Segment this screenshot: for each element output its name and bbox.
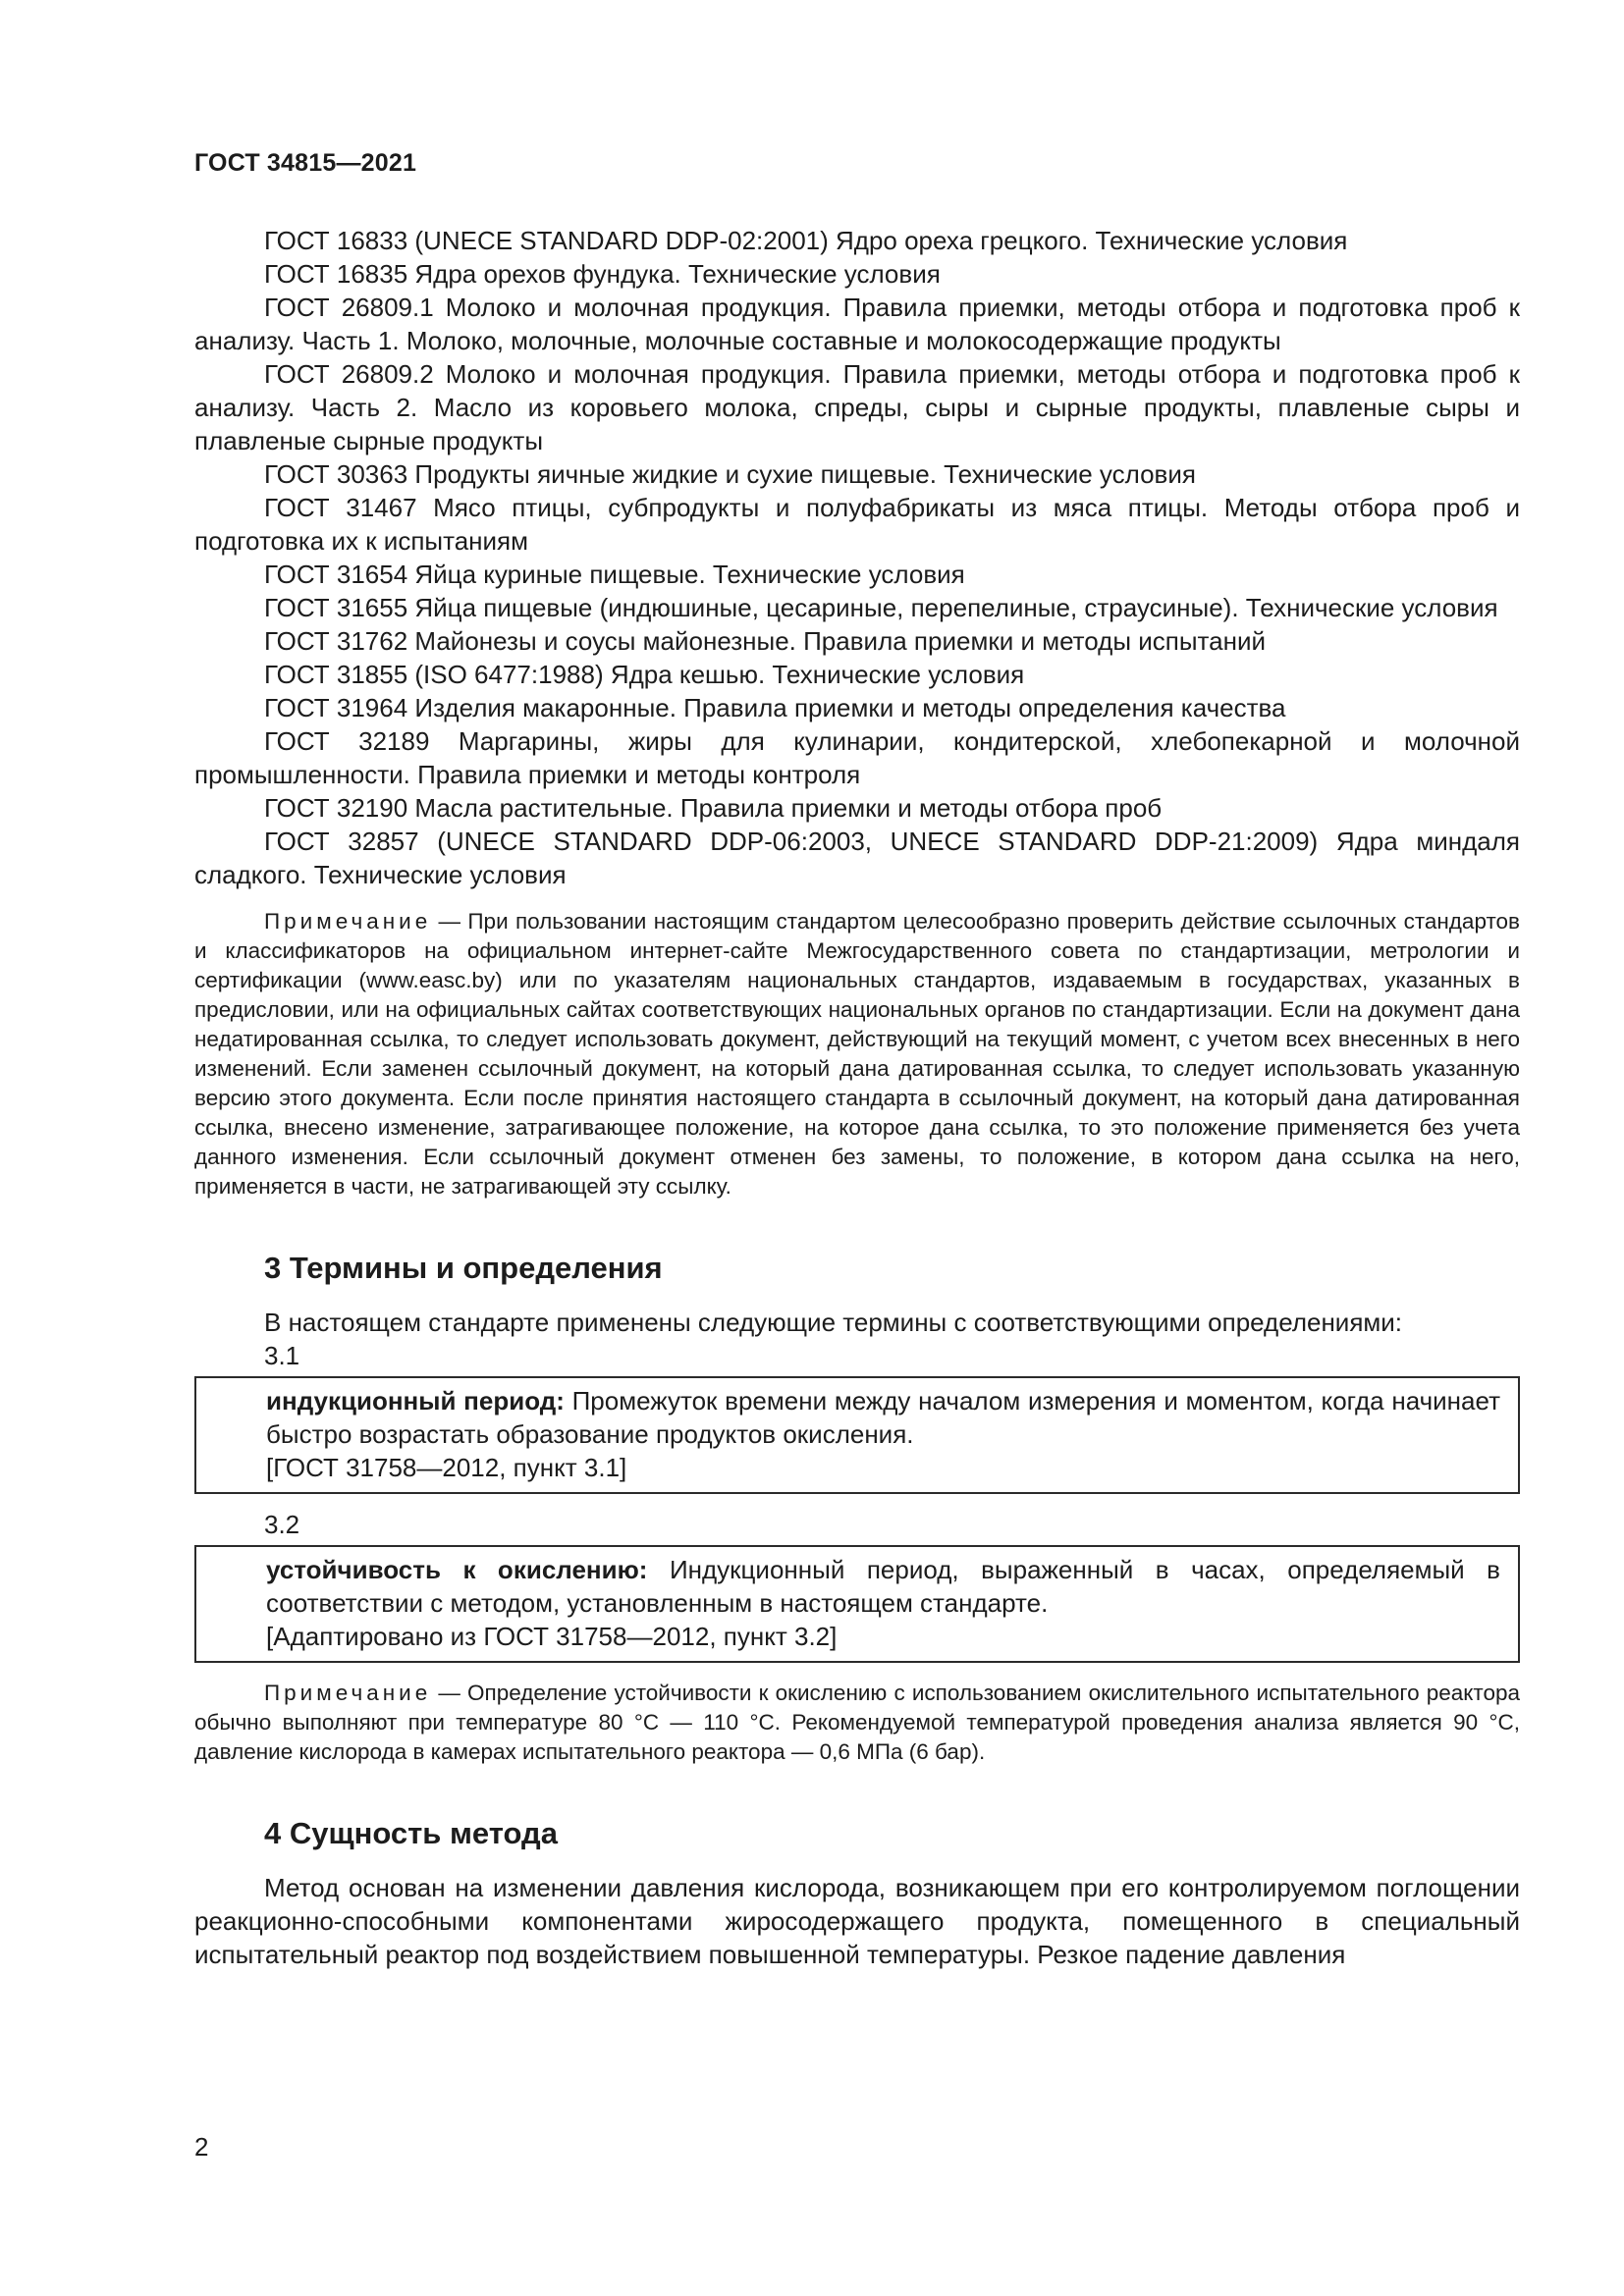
section-3-note <box>194 1679 1520 1767</box>
term-text: Индукционный период, выраженный в часах, определяемый в соответствии с методом, установленным в настоящем стандарте. <box>266 1555 1500 1618</box>
reference-item: ГОСТ 31467 Мясо птицы, субпродукты и полуфабрикаты из мяса птицы. Методы отбора проб и подготовка их к испытаниям <box>194 493 1520 556</box>
page-number: 2 <box>194 2132 209 2162</box>
term-number: 3.1 <box>264 1341 300 1370</box>
reference-item: ГОСТ 31964 Изделия макаронные. Правила приемки и методы определения качества <box>264 693 1286 722</box>
note-label: Примечание <box>264 1681 432 1705</box>
reference-item: ГОСТ 26809.2 Молоко и молочная продукция. Правила приемки, методы отбора и подготовка проб к анализу. Часть 2. Масло из коровьего молока, спреды, сыры и сырные продукты, плавленые сыры и плавленые сырные продукты <box>194 359 1520 455</box>
term-source: [Адаптировано из ГОСТ 31758—2012, пункт 3.2] <box>266 1622 838 1651</box>
reference-item: ГОСТ 31855 (ISO 6477:1988) Ядра кешью. Технические условия <box>264 660 1025 689</box>
reference-item: ГОСТ 30363 Продукты яичные жидкие и сухие пищевые. Технические условия <box>264 459 1196 489</box>
term-box <box>194 1376 1520 1494</box>
reference-item: ГОСТ 32189 Маргарины, жиры для кулинарии, кондитерской, хлебопекарной и молочной промышленности. Правила приемки и методы контроля <box>194 726 1520 789</box>
term-number: 3.2 <box>264 1510 300 1539</box>
term-text: Промежуток времени между началом измерения и моментом, когда начинает быстро возрастать образование продуктов окисления. <box>266 1386 1500 1449</box>
term-name: устойчивость к окислению: <box>266 1555 648 1584</box>
references-note <box>194 907 1520 1201</box>
section-3-heading: 3 Термины и определения <box>264 1251 663 1285</box>
reference-item: ГОСТ 31654 Яйца куриные пищевые. Технические условия <box>264 560 965 589</box>
reference-list <box>194 224 1520 891</box>
reference-item: ГОСТ 16833 (UNECE STANDARD DDP-02:2001) Ядро ореха грецкого. Технические условия <box>264 226 1348 255</box>
term-box <box>194 1545 1520 1663</box>
document-body <box>194 224 1520 1971</box>
document-header: ГОСТ 34815—2021 <box>194 149 417 177</box>
note-label: Примечание <box>264 909 432 934</box>
reference-item: ГОСТ 32190 Масла растительные. Правила приемки и методы отбора проб <box>264 793 1163 823</box>
reference-item: ГОСТ 31762 Майонезы и соусы майонезные. Правила приемки и методы испытаний <box>264 626 1267 656</box>
section-3-intro: В настоящем стандарте применены следующие термины с соответствующими определениями: <box>264 1308 1403 1337</box>
reference-item: ГОСТ 32857 (UNECE STANDARD DDP-06:2003, UNECE STANDARD DDP-21:2009) Ядра миндаля сладкого. Технические условия <box>194 827 1520 889</box>
term-source: [ГОСТ 31758—2012, пункт 3.1] <box>266 1453 627 1482</box>
term-definition <box>266 1553 1500 1620</box>
note-text: — Определение устойчивости к окислению с использованием окислительного испытательного реактора обычно выполняют при температуре 80 °С — 110 °С. Рекомендуемой температурой проведения анализа является 90 °С, давление кислорода в камерах испытательного реактора — 0,6 МПа (6 бар). <box>194 1681 1520 1764</box>
reference-item: ГОСТ 31655 Яйца пищевые (индюшиные, цесариные, перепелиные, страусиные). Технические условия <box>264 593 1498 622</box>
section-4-heading: 4 Сущность метода <box>264 1816 558 1850</box>
reference-item: ГОСТ 26809.1 Молоко и молочная продукция. Правила приемки, методы отбора и подготовка проб к анализу. Часть 1. Молоко, молочные, молочные составные и молокосодержащие продукты <box>194 293 1520 355</box>
note-text: — При пользовании настоящим стандартом целесообразно проверить действие ссылочных стандартов и классификаторов на официальном интернет-сайте Межгосударственного совета по стандартизации, метрологии и сертификации (www.easc.by) или по указателям национальных стандартов, издаваемым в государствах, указанных в предисловии, или на официальных сайтах соответствующих национальных органов по стандартизации. Если на документ дана недатированная ссылка, то следует использовать документ, действующий на текущий момент, с учетом всех внесенных в него изменений. Если заменен ссылочный документ, на который дана датированная ссылка, то следует использовать указанную версию этого документа. Если после принятия настоящего стандарта в ссылочный документ, на который дана датированная ссылка, внесено изменение, затрагивающее положение, на которое дана ссылка, то это положение применяется без учета данного изменения. Если ссылочный документ отменен без замены, то положение, в котором дана ссылка на него, применяется в части, не затрагивающей эту ссылку. <box>194 909 1520 1199</box>
term-definition <box>266 1384 1500 1451</box>
reference-item: ГОСТ 16835 Ядра орехов фундука. Технические условия <box>264 259 941 289</box>
section-4-text: Метод основан на изменении давления кислорода, возникающем при его контролируемом поглощении реакционно-способными компонентами жиросодержащего продукта, помещенного в специальный испытательный реактор под воздействием повышенной температуры. Резкое падение давления <box>194 1873 1520 1969</box>
term-name: индукционный период: <box>266 1386 565 1415</box>
